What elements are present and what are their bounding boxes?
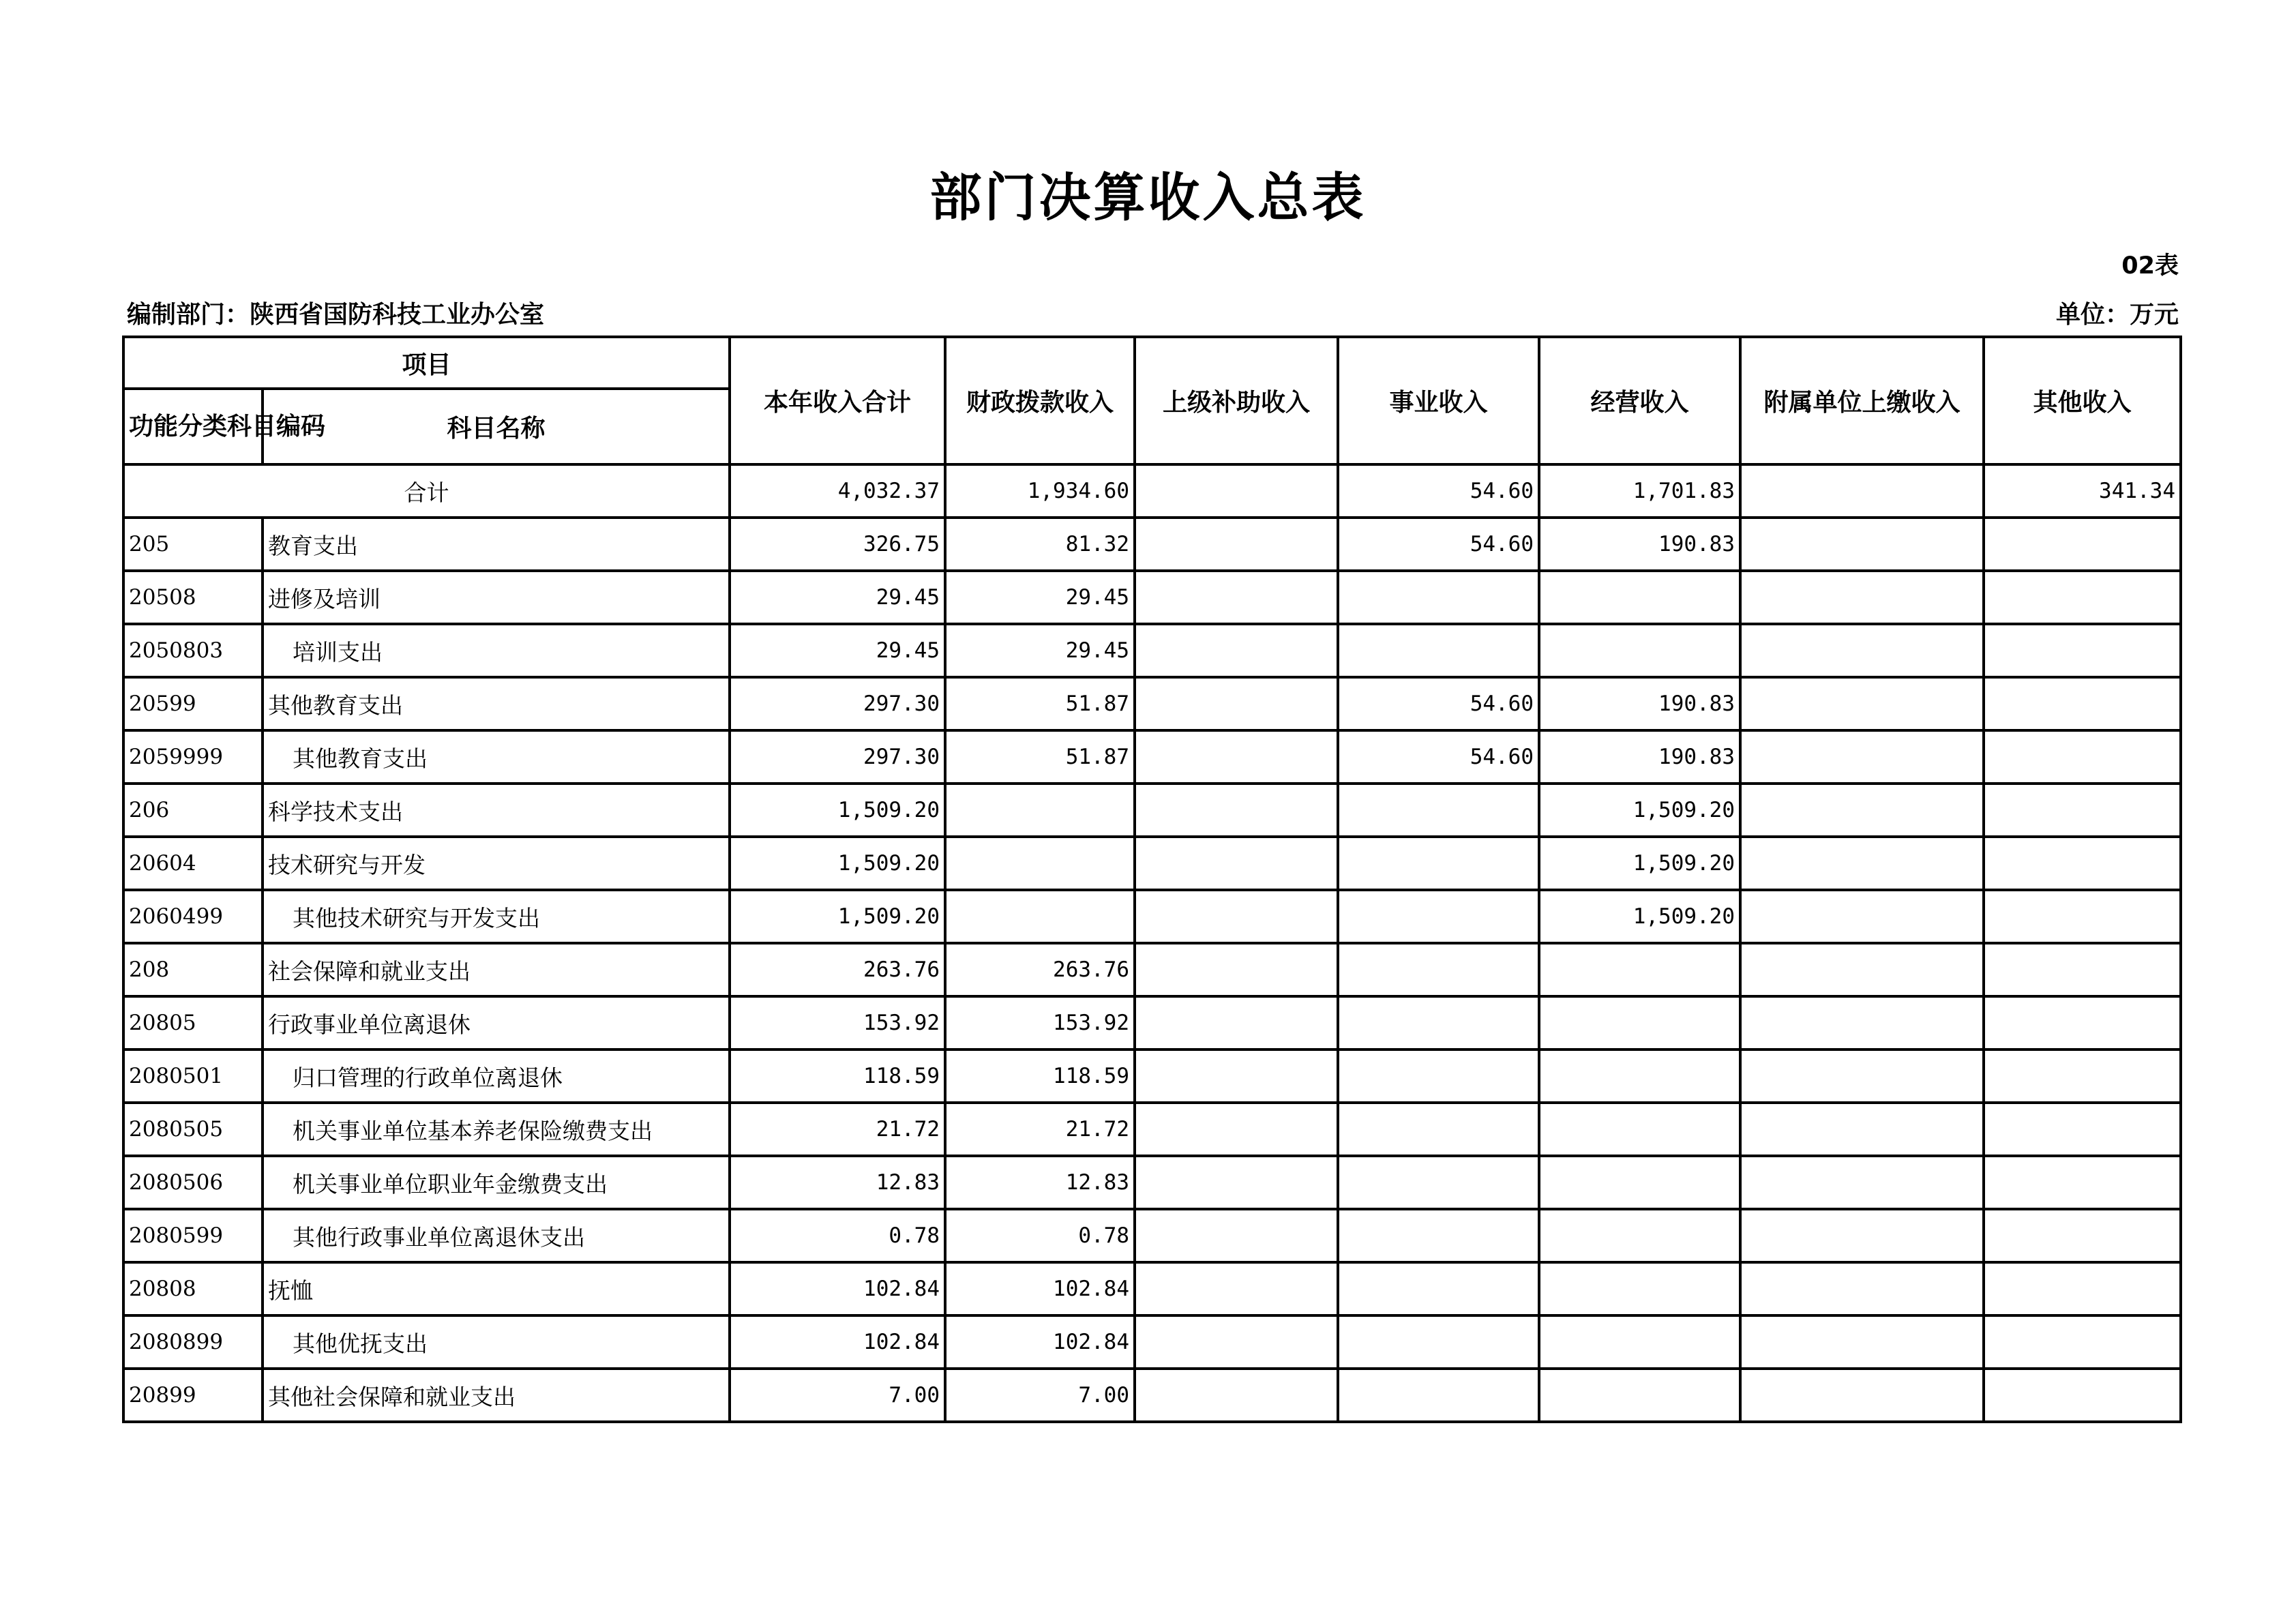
amount-cell — [1539, 1262, 1740, 1315]
table-row — [123, 677, 2181, 730]
table-row — [123, 837, 2181, 890]
amount-cell — [1984, 1369, 2181, 1422]
amount-cell: 102.84 — [730, 1262, 945, 1315]
amount-cell — [1740, 1103, 1984, 1156]
amount-cell: 54.60 — [1338, 677, 1539, 730]
amount-cell — [1740, 1315, 1984, 1369]
amount-cell — [1539, 1049, 1740, 1103]
subject-code: 2080506 — [123, 1156, 263, 1209]
amount-cell — [1984, 730, 2181, 784]
amount-cell — [1740, 677, 1984, 730]
subject-name: 其他技术研究与开发支出 — [263, 890, 730, 943]
amount-cell — [1135, 730, 1338, 784]
table-row — [123, 624, 2181, 677]
amount-cell: 263.76 — [730, 943, 945, 996]
amount-cell — [1135, 1315, 1338, 1369]
amount-cell — [1338, 1103, 1539, 1156]
subject-name: 抚恤 — [263, 1262, 730, 1315]
amount-cell — [1740, 571, 1984, 624]
table-row — [123, 943, 2181, 996]
fiscal-appropriation-header: 财政拨款收入 — [945, 337, 1135, 464]
amount-cell — [1740, 943, 1984, 996]
subject-code: 2059999 — [123, 730, 263, 784]
table-row — [123, 518, 2181, 571]
amount-cell — [1135, 677, 1338, 730]
amount-cell — [945, 837, 1135, 890]
amount-cell: 102.84 — [945, 1315, 1135, 1369]
amount-cell: 190.83 — [1539, 677, 1740, 730]
unit-label: 单位：万元 — [2055, 301, 2179, 329]
amount-cell — [1740, 518, 1984, 571]
amount-cell: 0.78 — [730, 1209, 945, 1262]
amount-cell — [1984, 1262, 2181, 1315]
header-row-1 — [123, 337, 2181, 389]
subject-code: 20604 — [123, 837, 263, 890]
table-row — [123, 1156, 2181, 1209]
amount-cell: 12.83 — [945, 1156, 1135, 1209]
total-cell: 1,701.83 — [1539, 464, 1740, 518]
subject-code: 2050803 — [123, 624, 263, 677]
amount-cell: 326.75 — [730, 518, 945, 571]
name-header: 科目名称 — [263, 389, 730, 464]
subject-code: 20899 — [123, 1369, 263, 1422]
subject-code: 20805 — [123, 996, 263, 1049]
amount-cell — [1338, 784, 1539, 837]
subject-name: 行政事业单位离退休 — [263, 996, 730, 1049]
amount-cell: 7.00 — [730, 1369, 945, 1422]
amount-cell — [1984, 996, 2181, 1049]
amount-cell: 190.83 — [1539, 518, 1740, 571]
amount-cell — [1740, 784, 1984, 837]
amount-cell: 21.72 — [730, 1103, 945, 1156]
amount-cell — [1338, 571, 1539, 624]
form-number: 02表 — [2121, 252, 2179, 280]
total-cell: 54.60 — [1338, 464, 1539, 518]
amount-cell — [1338, 1262, 1539, 1315]
subject-name: 其他行政事业单位离退休支出 — [263, 1209, 730, 1262]
amount-cell — [1135, 1262, 1338, 1315]
operating-income-header: 经营收入 — [1539, 337, 1740, 464]
amount-cell — [1338, 996, 1539, 1049]
amount-cell — [1984, 1049, 2181, 1103]
table-row — [123, 1103, 2181, 1156]
amount-cell — [1740, 890, 1984, 943]
subject-code: 20599 — [123, 677, 263, 730]
amount-cell — [1539, 996, 1740, 1049]
subject-name: 社会保障和就业支出 — [263, 943, 730, 996]
code-header: 功能分类科目编码 — [123, 389, 263, 464]
amount-cell — [1740, 1369, 1984, 1422]
amount-cell: 54.60 — [1338, 518, 1539, 571]
amount-cell — [1539, 1315, 1740, 1369]
table-row — [123, 1049, 2181, 1103]
business-income-header: 事业收入 — [1338, 337, 1539, 464]
amount-cell — [1135, 1369, 1338, 1422]
amount-cell — [1135, 518, 1338, 571]
amount-cell — [1338, 943, 1539, 996]
amount-cell — [1338, 1209, 1539, 1262]
amount-cell — [1135, 784, 1338, 837]
amount-cell: 1,509.20 — [1539, 784, 1740, 837]
total-cell — [1135, 464, 1338, 518]
table-row — [123, 996, 2181, 1049]
subject-name: 机关事业单位基本养老保险缴费支出 — [263, 1103, 730, 1156]
amount-cell — [1984, 890, 2181, 943]
amount-cell — [1984, 571, 2181, 624]
subject-name: 技术研究与开发 — [263, 837, 730, 890]
amount-cell — [1539, 943, 1740, 996]
amount-cell — [1984, 1156, 2181, 1209]
amount-cell: 51.87 — [945, 730, 1135, 784]
subject-name: 其他社会保障和就业支出 — [263, 1369, 730, 1422]
amount-cell: 153.92 — [945, 996, 1135, 1049]
subject-name: 培训支出 — [263, 624, 730, 677]
table-row — [123, 1315, 2181, 1369]
amount-cell — [1740, 837, 1984, 890]
amount-cell — [1338, 1049, 1539, 1103]
table-row — [123, 1209, 2181, 1262]
amount-cell — [945, 784, 1135, 837]
subject-name: 归口管理的行政单位离退休 — [263, 1049, 730, 1103]
amount-cell — [1740, 1262, 1984, 1315]
amount-cell — [1984, 1103, 2181, 1156]
amount-cell — [1338, 1369, 1539, 1422]
subsidiary-remit-header: 附属单位上缴收入 — [1740, 337, 1984, 464]
amount-cell — [1740, 996, 1984, 1049]
amount-cell — [1338, 624, 1539, 677]
amount-cell — [1984, 837, 2181, 890]
amount-cell: 1,509.20 — [1539, 890, 1740, 943]
amount-cell: 102.84 — [730, 1315, 945, 1369]
amount-cell — [1135, 624, 1338, 677]
amount-cell: 12.83 — [730, 1156, 945, 1209]
amount-cell: 54.60 — [1338, 730, 1539, 784]
amount-cell — [1135, 571, 1338, 624]
subject-name: 教育支出 — [263, 518, 730, 571]
amount-cell: 1,509.20 — [730, 890, 945, 943]
table-row — [123, 1369, 2181, 1422]
total-row — [123, 464, 2181, 518]
amount-cell — [1740, 1209, 1984, 1262]
amount-cell — [1338, 890, 1539, 943]
project-header: 项目 — [123, 337, 730, 389]
amount-cell — [945, 890, 1135, 943]
amount-cell — [1984, 943, 2181, 996]
amount-cell — [1539, 624, 1740, 677]
amount-cell: 118.59 — [730, 1049, 945, 1103]
amount-cell: 118.59 — [945, 1049, 1135, 1103]
amount-cell — [1135, 1209, 1338, 1262]
amount-cell — [1740, 1156, 1984, 1209]
table-body — [123, 464, 2181, 1422]
table-row — [123, 890, 2181, 943]
subject-code: 20508 — [123, 571, 263, 624]
subject-code: 205 — [123, 518, 263, 571]
amount-cell — [1135, 837, 1338, 890]
amount-cell: 263.76 — [945, 943, 1135, 996]
amount-cell — [1338, 1156, 1539, 1209]
subject-code: 2060499 — [123, 890, 263, 943]
report-title: 部门决算收入总表 — [929, 167, 1367, 228]
subject-name: 其他优抚支出 — [263, 1315, 730, 1369]
subject-code: 206 — [123, 784, 263, 837]
amount-cell: 81.32 — [945, 518, 1135, 571]
compiling-department: 编制部门：陕西省国防科技工业办公室 — [127, 301, 545, 329]
amount-cell: 29.45 — [945, 624, 1135, 677]
amount-cell — [1984, 1315, 2181, 1369]
subject-name: 其他教育支出 — [263, 677, 730, 730]
subject-code: 20808 — [123, 1262, 263, 1315]
amount-cell — [1135, 1103, 1338, 1156]
total-cell: 341.34 — [1984, 464, 2181, 518]
table-row — [123, 571, 2181, 624]
amount-cell: 0.78 — [945, 1209, 1135, 1262]
amount-cell — [1338, 1315, 1539, 1369]
amount-cell: 29.45 — [730, 624, 945, 677]
subject-code: 2080899 — [123, 1315, 263, 1369]
amount-cell — [1740, 730, 1984, 784]
amount-cell: 21.72 — [945, 1103, 1135, 1156]
superior-subsidy-header: 上级补助收入 — [1135, 337, 1338, 464]
amount-cell — [1539, 1209, 1740, 1262]
amount-cell: 297.30 — [730, 677, 945, 730]
subject-code: 2080599 — [123, 1209, 263, 1262]
amount-cell: 29.45 — [945, 571, 1135, 624]
amount-cell: 1,509.20 — [730, 837, 945, 890]
amount-cell — [1984, 784, 2181, 837]
amount-cell: 153.92 — [730, 996, 945, 1049]
amount-cell: 29.45 — [730, 571, 945, 624]
subject-code: 208 — [123, 943, 263, 996]
amount-cell — [1984, 624, 2181, 677]
table-header — [123, 337, 2181, 464]
amount-cell — [1539, 571, 1740, 624]
total-cell: 4,032.37 — [730, 464, 945, 518]
amount-cell: 297.30 — [730, 730, 945, 784]
other-income-header: 其他收入 — [1984, 337, 2181, 464]
amount-cell — [1539, 1369, 1740, 1422]
amount-cell — [1984, 677, 2181, 730]
subject-code: 2080501 — [123, 1049, 263, 1103]
amount-cell — [1740, 1049, 1984, 1103]
amount-cell — [1984, 1209, 2181, 1262]
amount-cell — [1135, 1049, 1338, 1103]
amount-cell — [1539, 1103, 1740, 1156]
table-row — [123, 784, 2181, 837]
amount-cell — [1740, 624, 1984, 677]
amount-cell: 1,509.20 — [1539, 837, 1740, 890]
table-row — [123, 730, 2181, 784]
amount-cell — [1338, 837, 1539, 890]
subject-code: 2080505 — [123, 1103, 263, 1156]
amount-cell: 7.00 — [945, 1369, 1135, 1422]
subject-name: 科学技术支出 — [263, 784, 730, 837]
amount-cell — [1135, 890, 1338, 943]
subject-name: 其他教育支出 — [263, 730, 730, 784]
amount-cell — [1135, 943, 1338, 996]
total-label: 合计 — [123, 464, 730, 518]
table-row — [123, 1262, 2181, 1315]
amount-cell — [1539, 1156, 1740, 1209]
amount-cell: 51.87 — [945, 677, 1135, 730]
total-cell — [1740, 464, 1984, 518]
amount-cell: 190.83 — [1539, 730, 1740, 784]
total-income-header: 本年收入合计 — [730, 337, 945, 464]
total-cell: 1,934.60 — [945, 464, 1135, 518]
amount-cell — [1984, 518, 2181, 571]
subject-name: 机关事业单位职业年金缴费支出 — [263, 1156, 730, 1209]
amount-cell: 1,509.20 — [730, 784, 945, 837]
subject-name: 进修及培训 — [263, 571, 730, 624]
income-summary-table — [122, 336, 2182, 1423]
amount-cell — [1135, 996, 1338, 1049]
amount-cell — [1135, 1156, 1338, 1209]
amount-cell: 102.84 — [945, 1262, 1135, 1315]
